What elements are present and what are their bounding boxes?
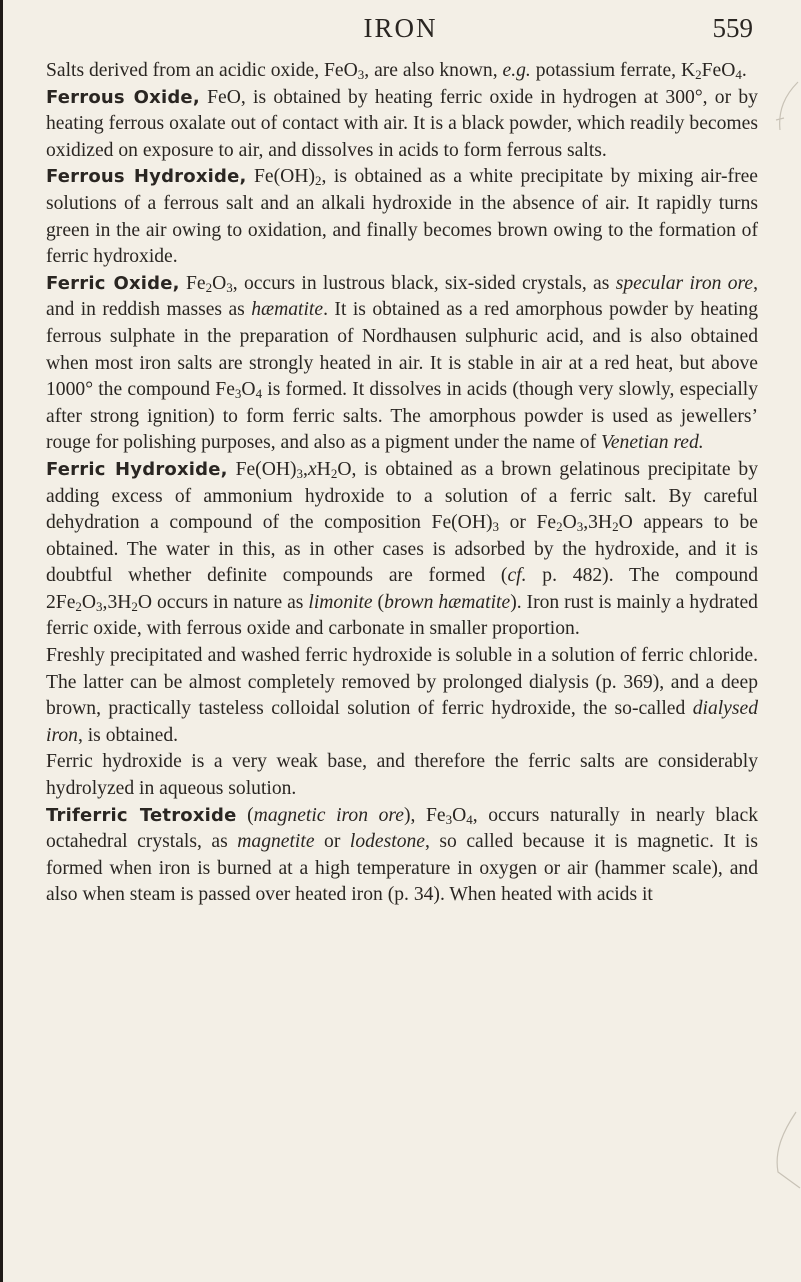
italic-term: lodestone — [349, 831, 425, 853]
paragraph-ferrate — [46, 58, 758, 85]
section-heading: Triferric Tetroxide — [46, 804, 237, 826]
text-run: potassium ferrate, K — [530, 60, 696, 81]
subscript: 3 — [576, 519, 584, 535]
show-through-mark — [766, 1110, 801, 1190]
subscript: 2 — [205, 279, 213, 295]
italic-term: cf. — [507, 565, 527, 587]
paragraph-ferrous-oxide — [46, 85, 758, 165]
section-heading: Ferric Hydroxide, — [46, 458, 228, 480]
italic-term: magnetic iron ore — [253, 804, 404, 826]
show-through-mark — [770, 80, 800, 150]
text-run: , is obtained. — [77, 724, 179, 746]
text-run: O occurs in nature as — [137, 591, 309, 613]
text-run: or Fe — [499, 512, 557, 534]
text-run: , is obtained as a white precipitate by mixing air-free solutions of a ferrous salt and an alkali hydroxide in the absence of air. It rapidly turns green in the air owing to oxidation, and finally becomes brown owing to the formation of ferric hydroxide. — [46, 166, 758, 268]
text-run: ). Iron rust is mainly a hydrated ferric oxide, with ferrous oxide and carbonate in smaller proportion. — [46, 591, 758, 640]
page-body — [46, 58, 758, 909]
italic-term: Venetian red. — [601, 432, 704, 454]
page-number: 559 — [712, 13, 753, 43]
text-run: O — [81, 591, 97, 613]
subscript: 4 — [735, 67, 742, 82]
subscript: 2 — [314, 173, 322, 189]
subscript: 2 — [612, 519, 619, 535]
text-run: Fe(OH) — [246, 166, 315, 188]
italic-term: dialysed iron — [46, 698, 758, 746]
paragraph-ferric-hydroxide — [46, 457, 758, 643]
text-run: O, is obtained as a brown gelatinous precipitate by adding excess of ammonium hydroxide to a solution of a ferric salt. By careful dehydration a compound of the composition Fe(OH) — [46, 458, 759, 534]
text-run: Fe(OH) — [227, 458, 297, 480]
text-run: O — [452, 804, 467, 826]
text-run: p. 482). The compound 2Fe — [46, 565, 758, 613]
section-heading: Ferric Oxide, — [46, 272, 180, 294]
text-run: FeO, is obtained by heating ferric oxide in hydrogen at 300°, or by heating ferrous oxalate out of contact with air. It is a black powder, which readily becomes oxidized on exposure to air, and dissolves in acids to form ferrous salts. — [46, 86, 758, 161]
text-run: . It is obtained as a red amorphous powder by heating ferrous sulphate in the preparation of Nordhausen sulphuric acid, and is also obtained when most iron salts are strongly heated in air. It is stable in air at a red heat, but above 1000° the compound Fe — [46, 299, 758, 401]
italic-term: specular iron ore — [615, 272, 754, 294]
text-run: , so called because it is magnetic. It is formed when iron is burned at a high temperature in oxygen or air (hammer scale), and also when steam is passed over heated iron (p. 34). When heated with acids it — [46, 831, 758, 906]
text-run: . — [741, 60, 747, 81]
text-run: , occurs naturally in nearly black octahedral crystals, as — [46, 804, 758, 853]
paragraph-ferric-oxide — [46, 271, 758, 457]
subscript: 4 — [466, 811, 473, 827]
subscript: 3 — [96, 598, 103, 614]
text-run: ), Fe — [404, 804, 446, 826]
italic-term: brown hæmatite — [384, 591, 511, 613]
text-run: Salts derived from an acidic oxide, FeO — [46, 60, 358, 81]
italic-term: hæmatite — [251, 299, 324, 321]
subscript: 3 — [492, 519, 499, 535]
text-run: , and in reddish masses as — [46, 272, 759, 321]
subscript: 2 — [330, 465, 338, 481]
subscript: 3 — [445, 811, 453, 827]
paragraph-dialysed-iron — [46, 643, 758, 749]
italic-term: x — [307, 458, 317, 480]
text-run: Fe — [179, 272, 206, 294]
text-run: ,3H — [102, 591, 132, 613]
subscript: 2 — [131, 598, 138, 614]
subscript: 2 — [75, 598, 82, 614]
running-head: IRON — [363, 13, 438, 43]
italic-term: e.g. — [502, 60, 531, 81]
text-run: Freshly precipitated and washed ferric hydroxide is soluble in a solution of ferric chloride. The latter can be almost completely removed by prolonged dialysis (p. 369), and a deep brown, practically tasteless colloidal solution of ferric hydroxide, the so-called — [46, 645, 758, 720]
text-run: Ferric hydroxide is a very weak base, and therefore the ferric salts are considerably hydrolyzed in aqueous solution. — [46, 751, 758, 800]
text-run: FeO — [701, 60, 736, 81]
text-run: ,3H — [583, 512, 613, 534]
subscript: 3 — [234, 386, 242, 402]
subscript: 3 — [226, 279, 233, 295]
subscript: 2 — [556, 519, 563, 535]
text-run: O — [212, 272, 227, 294]
text-run: O — [241, 379, 256, 401]
text-run: , occurs in lustrous black, six-sided crystals, as — [232, 272, 616, 294]
page-header — [0, 8, 801, 48]
subscript: 4 — [255, 386, 263, 402]
italic-term: limonite — [308, 591, 373, 613]
text-run: O appears to be obtained. The water in this, as in other cases is adsorbed by the hydroxide, and it is doubtful whether definite compounds are formed ( — [46, 512, 758, 587]
paragraph-weak-base — [46, 749, 758, 802]
text-run: or — [314, 831, 350, 853]
section-heading: Ferrous Hydroxide, — [46, 166, 247, 188]
subscript: 3 — [357, 67, 365, 82]
text-run: ( — [236, 804, 254, 826]
subscript: 3 — [296, 465, 304, 481]
page-binding-edge — [0, 0, 3, 1282]
paragraph-triferric-tetroxide — [46, 803, 758, 909]
text-run: O — [562, 512, 577, 534]
subscript: 2 — [695, 67, 702, 82]
text-run: is formed. It dissolves in acids (though very slowly, especially after strong ignition) to form ferric salts. The amorphous powder is used as jewellers’ rouge for polishing purposes, and also as a pigment under the name of — [46, 379, 759, 454]
text-run: , are also known, — [364, 60, 503, 81]
paragraph-ferrous-hydroxide — [46, 164, 758, 270]
text-run: , — [303, 458, 308, 480]
text-run: H — [316, 458, 331, 480]
text-run: ( — [372, 591, 385, 613]
italic-term: magnetite — [237, 831, 315, 853]
section-heading: Ferrous Oxide, — [46, 86, 200, 108]
